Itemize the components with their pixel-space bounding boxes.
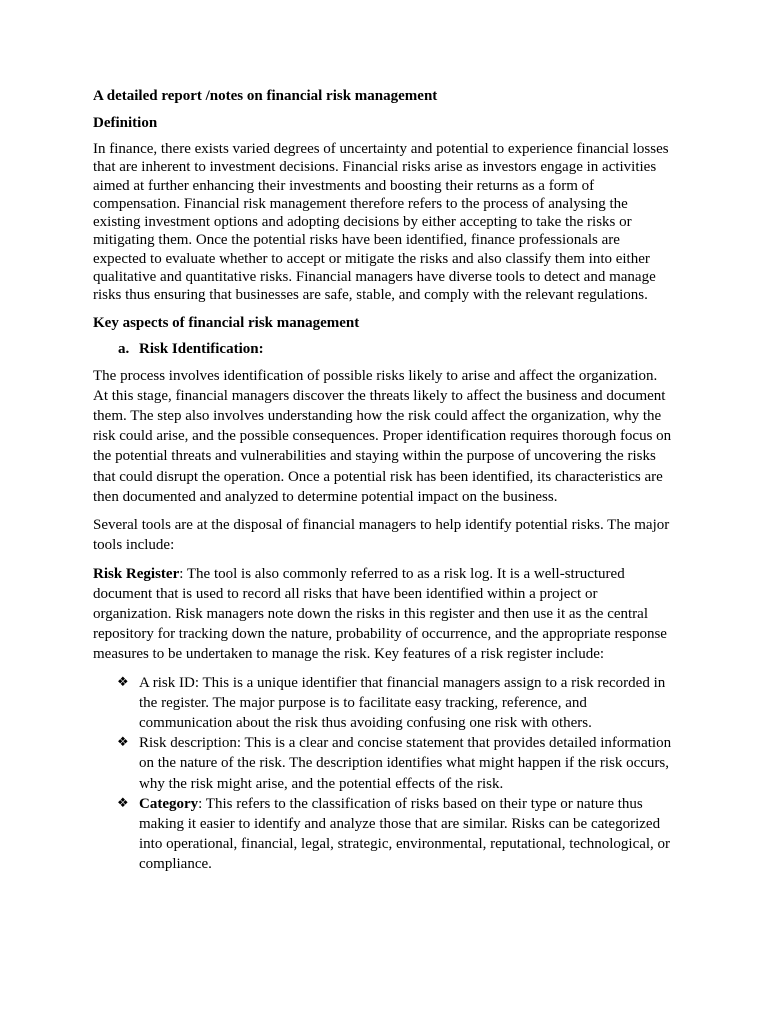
list-item [93,794,675,875]
diamond-bullet-icon: ❖ [117,674,129,690]
diamond-bullet-icon: ❖ [117,735,129,751]
diamond-bullet-icon: ❖ [117,795,129,811]
risk-register-text: : The tool is also commonly referred to as a risk log. It is a well-structured document that is used to record all risks that have been identified within a project or organization. Risk managers note down the risks in this register and then use it as the central repository for tracking down the nature, probability of occurrence, and the appropriate response measures to be undertaken to manage the risk. Key features of a risk register include: [93,565,667,663]
tools-intro-paragraph: Several tools are at the disposal of financial managers to help identify potential risks. The major tools include: [93,517,670,554]
risk-identification-paragraph: The process involves identification of possible risks likely to arise and affect the organization. At this stage, financial managers discover the threats likely to affect the business and document them. The step also involves understanding how the risk could affect the organization, why the risk could arise, and the possible consequences. Proper identification requires thorough focus on the potential threats and vulnerabilities and staying within the purpose of uncovering the risks that could disrupt the operation. Once a potential risk has been identified, its characteristics are then documented and analyzed to determine potential impact on the business. [93,367,672,505]
feature-text: Risk description: This is a clear and concise statement that provides detailed information on the nature of the risk. The description identifies what might happen if the risk occurs, why the risk might arise, and the potential effects of the risk. [139,735,672,792]
feature-text: A risk ID: This is a unique identifier that financial managers assign to a risk recorded in the register. The major purpose is to facilitate easy tracking, reference, and communication about the risk thus avoiding confusing one risk with others. [139,674,666,731]
risk-identification-title: Risk Identification: [139,340,264,357]
list-letter: a. [118,340,130,357]
feature-text: : This refers to the classification of risks based on their type or nature thus making it easier to identify and analyze those that are similar. Risks can be categorized into operational, financial, legal, strategic, environmental, reputational, technological, or compliance. [139,795,671,873]
risk-register-label: Risk Register [93,565,180,582]
feature-label: Category [139,795,199,812]
list-item [93,733,675,794]
list-item [93,673,675,734]
document-page [93,87,675,875]
document-title: A detailed report /notes on financial risk management [93,88,438,104]
definition-paragraph: In finance, there exists varied degrees of uncertainty and potential to experience financial losses that are inherent to investment decisions. Financial risks arise as investors engage in activities aimed at further enhancing their investments and boosting their returns as a form of compensation. Financial risk management therefore refers to the process of analysing the existing investment options and adopting decisions by either accepting to take the risks or mitigating them. Once the potential risks have been identified, finance professionals are expected to evaluate whether to accept or mitigate the risks and also classify them into either qualitative and quantitative risks. Financial managers have diverse tools to detect and manage risks thus ensuring that businesses are safe, stable, and comply with the relevant regulations. [93,141,669,304]
definition-heading: Definition [93,115,158,131]
risk-identification-heading [93,340,675,359]
risk-register-paragraph [93,564,675,665]
key-aspects-heading: Key aspects of financial risk management [93,314,360,331]
risk-register-features-list [93,673,675,875]
